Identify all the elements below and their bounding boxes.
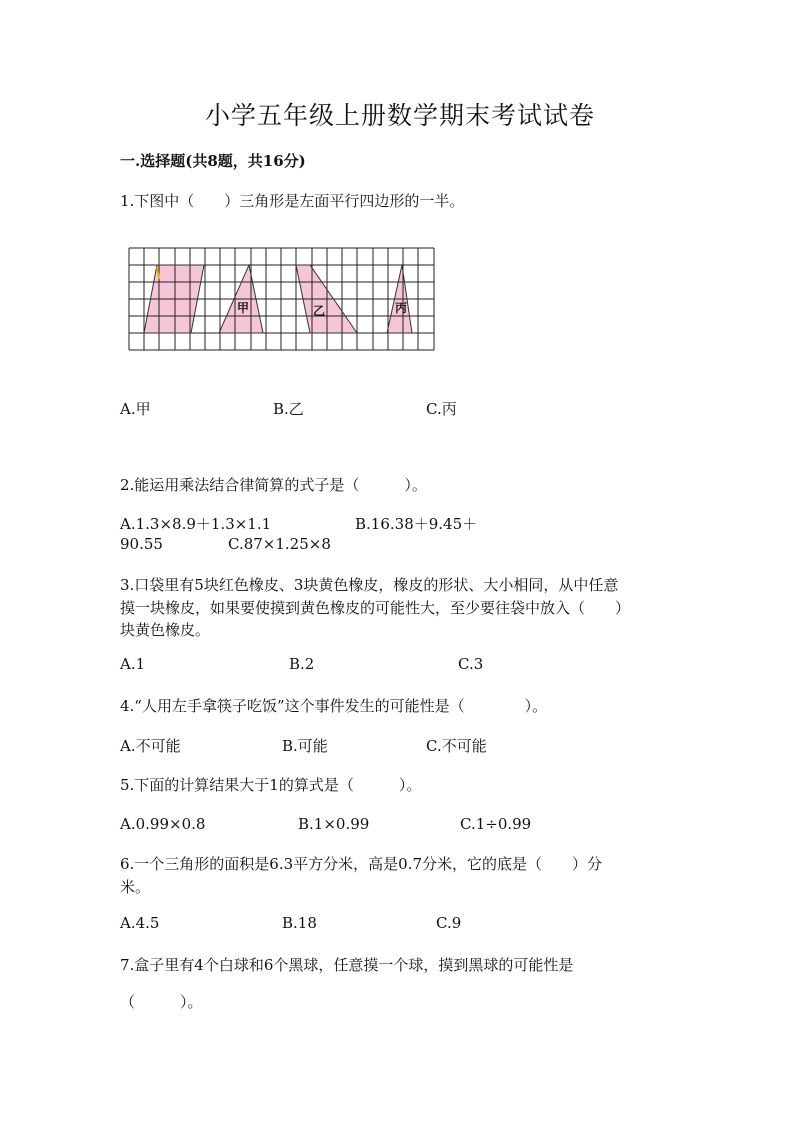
- question-3-line-1: 3.口袋里有5块红色橡皮、3块黄色橡皮，橡皮的形状、大小相同，从中任意: [120, 576, 619, 594]
- q6-option-c: C.9: [436, 914, 462, 932]
- question-6-line-2: 米。: [120, 878, 151, 896]
- question-4-text: 4.“人用左手拿筷子吃饭”这个事件发生的可能性是（ ）。: [120, 697, 548, 715]
- q2-option-b: B.16.38＋9.45＋: [355, 515, 478, 533]
- q2-option-a: A.1.3×8.9＋1.3×1.1: [120, 515, 272, 533]
- q3-option-c: C.3: [458, 655, 484, 673]
- q5-option-a: A.0.99×0.8: [120, 815, 206, 833]
- q1-option-c: C.丙: [426, 400, 457, 418]
- q5-option-b: B.1×0.99: [298, 815, 370, 833]
- label-yi: 乙: [313, 304, 326, 318]
- q3-option-b: B.2: [289, 655, 315, 673]
- question-7-line-1: 7.盒子里有4个白球和6个黑球，任意摸一个球，摸到黑球的可能性是: [120, 956, 574, 974]
- q4-option-b: B.可能: [282, 737, 328, 755]
- question-2-text: 2.能运用乘法结合律简算的式子是（ ）。: [120, 476, 427, 494]
- grid-lines: [129, 248, 434, 350]
- question-6-line-1: 6.一个三角形的面积是6.3平方分米，高是0.7分米，它的底是（ ）分: [120, 855, 603, 873]
- label-bing: 丙: [395, 301, 408, 315]
- q4-option-a: A.不可能: [120, 737, 181, 755]
- grid-figure: [127, 245, 437, 355]
- question-3-line-2: 摸一块橡皮，如果要使摸到黄色橡皮的可能性大，至少要往袋中放入（ ）: [120, 599, 631, 617]
- q6-option-b: B.18: [282, 914, 317, 932]
- question-1-figure: [127, 245, 437, 359]
- q2-option-c: C.87×1.25×8: [228, 535, 331, 553]
- q3-option-a: A.1: [120, 655, 146, 673]
- q5-option-c: C.1÷0.99: [460, 815, 532, 833]
- question-3-line-3: 块黄色橡皮。: [120, 621, 211, 639]
- page-title: 小学五年级上册数学期末考试试卷: [204, 101, 595, 130]
- q1-option-a: A.甲: [120, 400, 151, 418]
- q2-option-b-continued: 90.55: [120, 535, 163, 553]
- question-7-line-2: （ ）。: [120, 993, 203, 1011]
- question-5-text: 5.下面的计算结果大于1的算式是（ ）。: [120, 776, 422, 794]
- section-heading: 一.选择题(共8题，共16分): [120, 152, 306, 170]
- q1-option-b: B.乙: [273, 400, 304, 418]
- question-1-text: 1.下图中（ ）三角形是左面平行四边形的一半。: [120, 192, 465, 210]
- q6-option-a: A.4.5: [120, 914, 160, 932]
- label-jia: 甲: [237, 301, 250, 315]
- q4-option-c: C.不可能: [426, 737, 487, 755]
